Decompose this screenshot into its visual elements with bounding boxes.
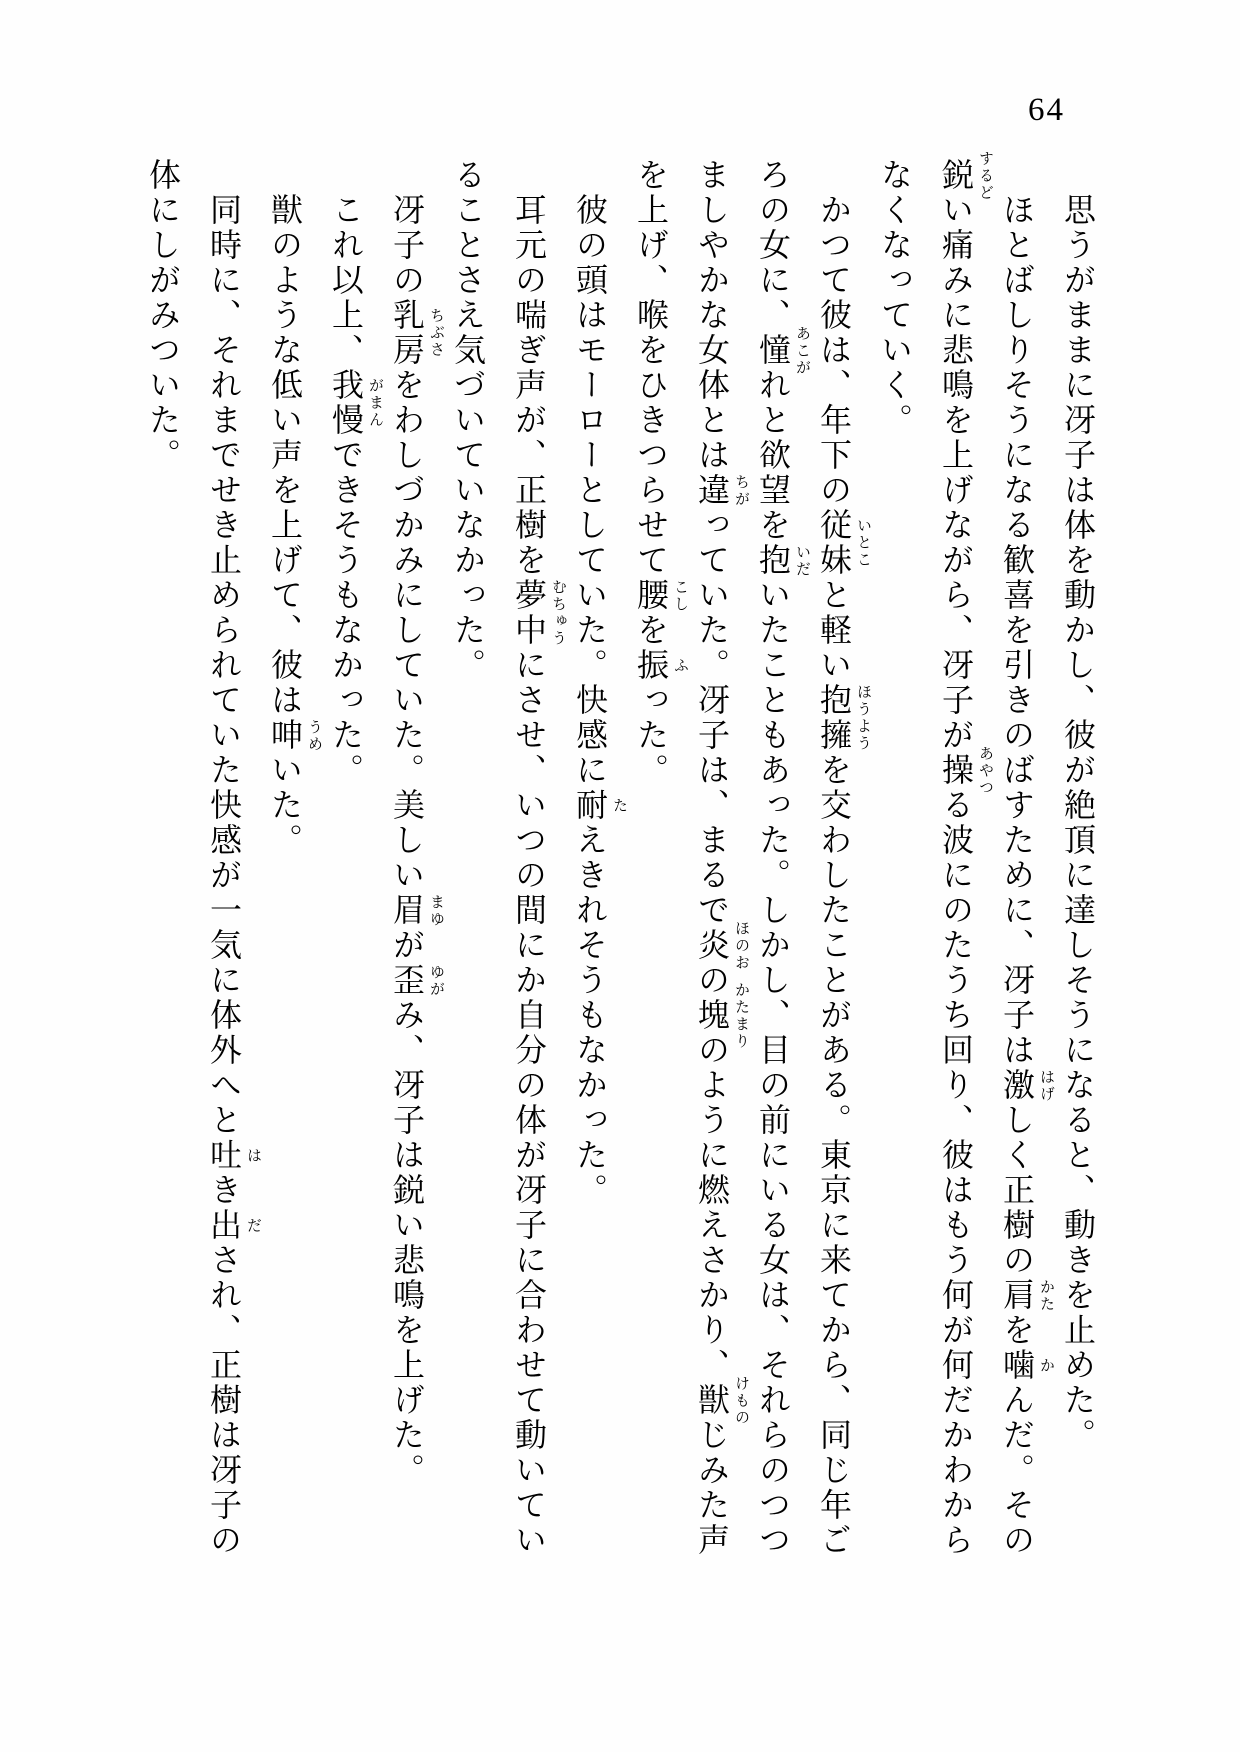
paragraph: 彼の頭はモーローとしていた。快感に耐 た えきれそうもなかった。 [572,193,627,1208]
furigana: ちぶさ [428,307,444,359]
page-number: 64 [1028,92,1065,128]
furigana: かたまり [733,981,749,1050]
paragraph: ほとばしりそうになる歓喜を引きのばすために、冴子は激 はげ しく正樹の肩 かた を噛 か んだ。その鋭 するど い痛みに悲鳴を上げながら、冴子が操 あやつ る波にのたうち回り、彼はもう何が何だかわからなくなっていく。 [877,150,1054,1558]
furigana: ほうよう [855,684,871,752]
furigana: かた [1038,1278,1054,1313]
ruby-annotated-word: 違 ちが [694,473,749,508]
furigana: がまん [367,377,383,429]
ruby-annotated-word: 腰 こし [633,578,688,613]
furigana: あやつ [977,745,993,796]
ruby-annotated-word: 塊 かたまり [694,981,749,1050]
ruby-annotated-word: 眉 まゆ [389,893,444,928]
ruby-annotated-word: 鋭 するど [938,150,993,201]
furigana: か [1038,1357,1054,1374]
ruby-annotated-word: 吐 は [206,1138,261,1173]
furigana: ほのお [733,920,749,971]
furigana: まゆ [428,893,444,928]
furigana: ゆが [428,963,444,998]
furigana: た [611,797,627,814]
ruby-annotated-word: 操 あやつ [938,745,993,796]
ruby-annotated-word: 憧 あこが [755,325,810,376]
paragraph: これ以上、我慢 がまん できそうもなかった。 [328,193,383,788]
furigana: けもの [733,1375,749,1426]
ruby-annotated-word: 肩 かた [999,1278,1054,1313]
furigana: はげ [1038,1068,1054,1103]
ruby-annotated-word: 抱擁 ほうよう [816,683,871,753]
ruby-annotated-word: 呻 うめ [267,718,322,753]
ruby-annotated-word: 炎 ほのお [694,920,749,971]
furigana: だ [245,1217,261,1234]
ruby-annotated-word: 耐 た [572,788,627,823]
furigana: うめ [306,718,322,753]
paragraph: 冴子の乳房 ちぶさ をわしづかみにしていた。美しい眉 まゆ が歪 ゆが み、冴子は鋭い悲鳴を上げた。 [389,193,444,1488]
paragraph: 獣のような低い声を上げて、彼は呻 うめ いた。 [267,193,322,858]
ruby-annotated-word: 乳房 ちぶさ [389,298,444,368]
paragraph: 耳元の喘ぎ声が、正樹を夢中 むちゅう にさせ、いつの間にか自分の体が冴子に合わせて動いていることさえ気づいていなかった。 [450,158,566,1558]
ruby-annotated-word: 夢中 むちゅう [511,578,566,648]
ruby-annotated-word: 振 ふ [633,648,688,683]
ruby-annotated-word: 獣 けもの [694,1375,749,1426]
ruby-annotated-word: 歪 ゆが [389,963,444,998]
furigana: するど [977,150,993,201]
furigana: あこが [794,325,810,376]
furigana: ちが [733,473,749,508]
ruby-annotated-word: 出 だ [206,1208,261,1243]
paragraph: 同時に、それまでせき止められていた快感が一気に体外へと吐 は き出 だ され、正樹は冴子の体にしがみついた。 [145,158,261,1558]
furigana: いだ [794,543,810,578]
text-body [132,150,1108,1566]
paragraph: かつて彼は、年下の従妹 いとこ と軽い抱擁 ほうよう を交わしたことがある。東京に来てから、同じ年ごろの女に、憧 あこが れと欲望を抱 いだ いたこともあった。しかし、目の前にいる女は、それらのつつましやかな女体とは違 ちが っていた。冴子は、まるで炎 ほのお の塊 かたまり のように燃えさかり、獣 けもの じみた声を上げ、喉をひきつらせて腰 こし を振 ふ った。 [633,158,871,1558]
furigana: むちゅう [550,579,566,647]
paragraph: 思うがままに冴子は体を動かし、彼が絶頂に達しそうになると、動きを止めた。 [1060,193,1096,1453]
ruby-annotated-word: 噛 か [999,1348,1054,1383]
furigana: は [245,1147,261,1164]
ruby-annotated-word: 抱 いだ [755,543,810,578]
furigana: こし [672,578,688,613]
ruby-annotated-word: 激 はげ [999,1068,1054,1103]
ruby-annotated-word: 我慢 がまん [328,368,383,438]
furigana: ふ [672,657,688,674]
furigana: いとこ [855,517,871,569]
ruby-annotated-word: 従妹 いとこ [816,508,871,578]
